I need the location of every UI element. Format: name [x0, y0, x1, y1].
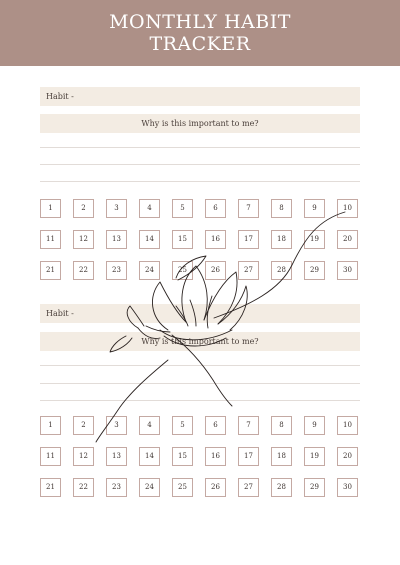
day-checkbox-18[interactable]: 18: [271, 447, 292, 466]
day-checkbox-5[interactable]: 5: [172, 199, 193, 218]
day-checkbox-17[interactable]: 17: [238, 230, 259, 249]
day-checkbox-28[interactable]: 28: [271, 478, 292, 497]
day-checkbox-20[interactable]: 20: [337, 230, 358, 249]
day-checkbox-2[interactable]: 2: [73, 416, 94, 435]
day-checkbox-11[interactable]: 11: [40, 447, 61, 466]
day-checkbox-7[interactable]: 7: [238, 199, 259, 218]
day-checkbox-19[interactable]: 19: [304, 230, 325, 249]
day-checkbox-8[interactable]: 8: [271, 416, 292, 435]
day-checkbox-16[interactable]: 16: [205, 230, 226, 249]
day-checkbox-11[interactable]: 11: [40, 230, 61, 249]
day-checkbox-6[interactable]: 6: [205, 416, 226, 435]
habit-field[interactable]: Habit -: [40, 304, 360, 323]
day-checkbox-10[interactable]: 10: [337, 416, 358, 435]
day-checkbox-30[interactable]: 30: [337, 261, 358, 280]
day-checkbox-20[interactable]: 20: [337, 447, 358, 466]
day-checkbox-15[interactable]: 15: [172, 447, 193, 466]
writing-line[interactable]: [40, 400, 360, 401]
writing-line[interactable]: [40, 383, 360, 384]
day-checkbox-5[interactable]: 5: [172, 416, 193, 435]
day-checkbox-4[interactable]: 4: [139, 199, 160, 218]
writing-line[interactable]: [40, 365, 360, 366]
day-checkbox-3[interactable]: 3: [106, 199, 127, 218]
day-checkbox-1[interactable]: 1: [40, 416, 61, 435]
day-checkbox-13[interactable]: 13: [106, 447, 127, 466]
day-checkbox-17[interactable]: 17: [238, 447, 259, 466]
day-checkbox-9[interactable]: 9: [304, 416, 325, 435]
why-important-heading: Why is this important to me?: [40, 332, 360, 351]
day-checkbox-12[interactable]: 12: [73, 447, 94, 466]
day-checkbox-30[interactable]: 30: [337, 478, 358, 497]
day-checkbox-22[interactable]: 22: [73, 261, 94, 280]
page-header: [0, 0, 400, 66]
day-checkbox-29[interactable]: 29: [304, 261, 325, 280]
day-checkbox-14[interactable]: 14: [139, 230, 160, 249]
day-checkbox-24[interactable]: 24: [139, 261, 160, 280]
day-checkbox-22[interactable]: 22: [73, 478, 94, 497]
title-line-1: MONTHLY HABIT: [109, 11, 291, 33]
day-checkbox-27[interactable]: 27: [238, 261, 259, 280]
day-checkbox-18[interactable]: 18: [271, 230, 292, 249]
day-checkbox-27[interactable]: 27: [238, 478, 259, 497]
writing-line[interactable]: [40, 164, 360, 165]
day-checkbox-3[interactable]: 3: [106, 416, 127, 435]
day-checkbox-21[interactable]: 21: [40, 261, 61, 280]
day-checkbox-12[interactable]: 12: [73, 230, 94, 249]
day-checkbox-8[interactable]: 8: [271, 199, 292, 218]
habit-field[interactable]: Habit -: [40, 87, 360, 106]
day-checkbox-26[interactable]: 26: [205, 478, 226, 497]
day-checkbox-14[interactable]: 14: [139, 447, 160, 466]
day-checkbox-26[interactable]: 26: [205, 261, 226, 280]
day-checkbox-25[interactable]: 25: [172, 261, 193, 280]
day-checkbox-24[interactable]: 24: [139, 478, 160, 497]
writing-line[interactable]: [40, 181, 360, 182]
day-checkbox-19[interactable]: 19: [304, 447, 325, 466]
day-checkbox-15[interactable]: 15: [172, 230, 193, 249]
day-checkbox-23[interactable]: 23: [106, 478, 127, 497]
day-checkbox-7[interactable]: 7: [238, 416, 259, 435]
day-checkbox-1[interactable]: 1: [40, 199, 61, 218]
day-checkbox-2[interactable]: 2: [73, 199, 94, 218]
day-checkbox-29[interactable]: 29: [304, 478, 325, 497]
day-checkbox-4[interactable]: 4: [139, 416, 160, 435]
title-line-2: TRACKER: [149, 33, 251, 55]
day-checkbox-6[interactable]: 6: [205, 199, 226, 218]
day-checkbox-23[interactable]: 23: [106, 261, 127, 280]
day-checkbox-28[interactable]: 28: [271, 261, 292, 280]
habit-tracker-2: [40, 304, 360, 504]
day-checkbox-9[interactable]: 9: [304, 199, 325, 218]
day-checkbox-25[interactable]: 25: [172, 478, 193, 497]
day-checkbox-10[interactable]: 10: [337, 199, 358, 218]
day-checkbox-13[interactable]: 13: [106, 230, 127, 249]
day-checkbox-21[interactable]: 21: [40, 478, 61, 497]
writing-line[interactable]: [40, 147, 360, 148]
habit-tracker-1: [40, 87, 360, 287]
why-important-heading: Why is this important to me?: [40, 114, 360, 133]
day-checkbox-16[interactable]: 16: [205, 447, 226, 466]
